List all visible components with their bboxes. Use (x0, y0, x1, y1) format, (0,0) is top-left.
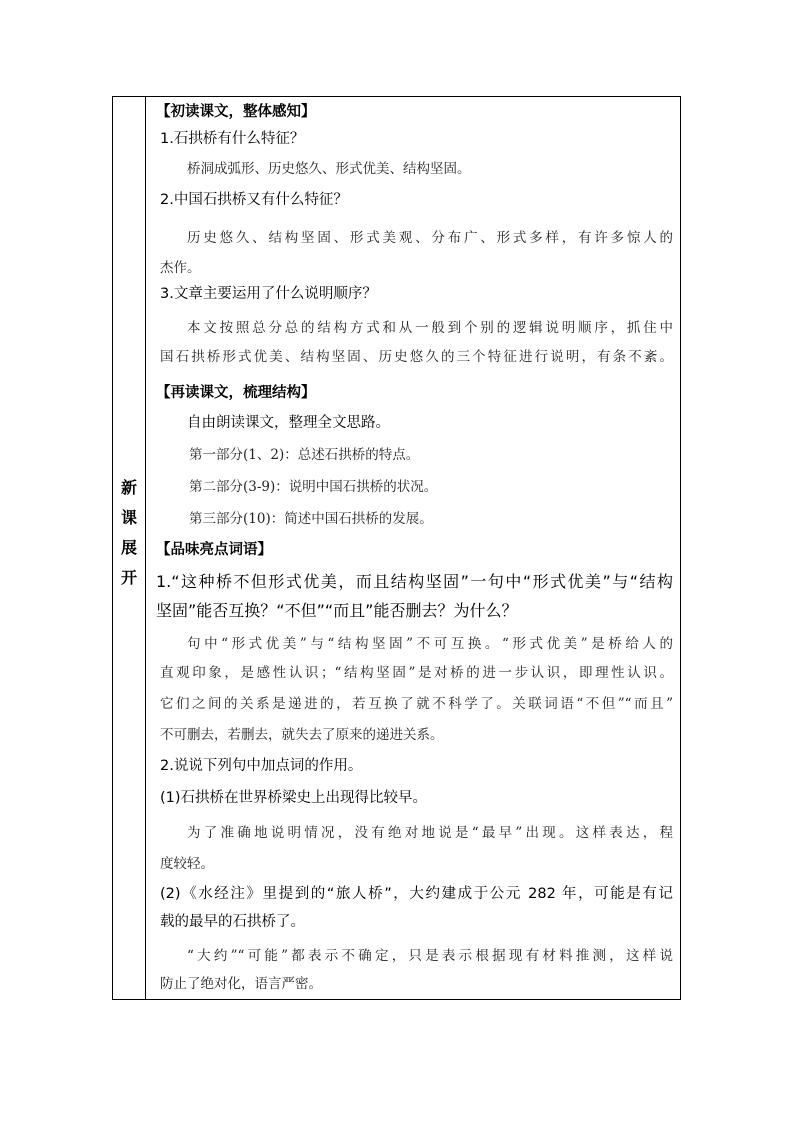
answer (187, 635, 673, 653)
section-heading: 【品味亮点词语】 (156, 542, 272, 558)
answer (160, 348, 673, 366)
outline-part: 第三部分(10)：简述中国石拱桥的发展。 (189, 511, 433, 527)
sub-question: (1)石拱桥在世界桥梁史上出现得比较早。 (160, 790, 428, 806)
answer (187, 824, 673, 842)
question: 1.石拱桥有什么特征？ (160, 131, 305, 147)
answer-line: 历史悠久、结构坚固、形式美观、分布广、形式多样，有许多惊人的 (187, 230, 673, 246)
answer (187, 229, 673, 247)
outline-part: 第二部分(3-9)：说明中国石拱桥的状况。 (189, 479, 438, 495)
question: 2.中国石拱桥又有什么特征？ (160, 192, 348, 208)
answer-line: 直观印象，是感性认识；“结构坚固”是对桥的进一步认识，即理性认识。 (160, 665, 673, 681)
side-label-char: 课 (120, 508, 137, 527)
answer: 不可删去，若删去，就失去了原来的递进关系。 (160, 727, 444, 743)
intro-text: 自由朗读课文，整理全文思路。 (187, 415, 390, 431)
answer-line: “大约”“可能”都表示不确定，只是表示根据现有材料推测，这样说 (187, 948, 673, 964)
question: 2.说说下列句中加点词的作用。 (160, 758, 363, 774)
question-line: 1.“这种桥不但形式优美，而且结构坚固”一句中“形式优美”与“结构 (156, 572, 673, 591)
answer (187, 319, 673, 337)
answer: 防止了绝对化，语言严密。 (160, 976, 322, 992)
lesson-content (146, 96, 681, 1000)
question (156, 573, 673, 591)
answer (160, 664, 673, 682)
answer: 度较轻。 (160, 856, 214, 872)
answer: 桥洞成弧形、历史悠久、形式优美、结构坚固。 (187, 161, 471, 177)
answer-line: 它们之间的关系是递进的，若互换了就不科学了。关联词语“不但”“而且” (160, 696, 673, 712)
outline-part: 第一部分(1、2)：总述石拱桥的特点。 (189, 447, 420, 463)
sub-question (160, 885, 673, 903)
side-label-column (112, 96, 146, 1000)
side-label-char: 新 (120, 478, 137, 497)
section-heading: 【再读课文，梳理结构】 (156, 385, 316, 401)
answer-line: 句中“形式优美”与“结构坚固”不可互换。“形式优美”是桥给人的 (187, 636, 673, 652)
question: 坚固”能否互换？“不但”“而且”能否删去？为什么？ (156, 601, 518, 620)
section-heading: 【初读课文，整体感知】 (156, 104, 316, 120)
answer-line: 国石拱桥形式优美、结构坚固、历史悠久的三个特征进行说明，有条不紊。 (160, 349, 673, 365)
answer: 杰作。 (160, 260, 201, 276)
question: 3.文章主要运用了什么说明顺序？ (160, 286, 377, 302)
sub-question: 载的最早的石拱桥了。 (160, 914, 305, 930)
answer (187, 947, 673, 965)
answer-line: 本文按照总分总的结构方式和从一般到个别的逻辑说明顺序，抓住中 (187, 320, 673, 336)
answer-line: 为了准确地说明情况，没有绝对地说是“最早”出现。这样表达，程 (187, 825, 673, 841)
side-label-char: 展 (120, 538, 137, 557)
answer (160, 695, 673, 713)
side-label-char: 开 (120, 568, 137, 587)
sub-question-line: (2)《水经注》里提到的“旅人桥”，大约建成于公元 282 年，可能是有记 (160, 886, 673, 902)
